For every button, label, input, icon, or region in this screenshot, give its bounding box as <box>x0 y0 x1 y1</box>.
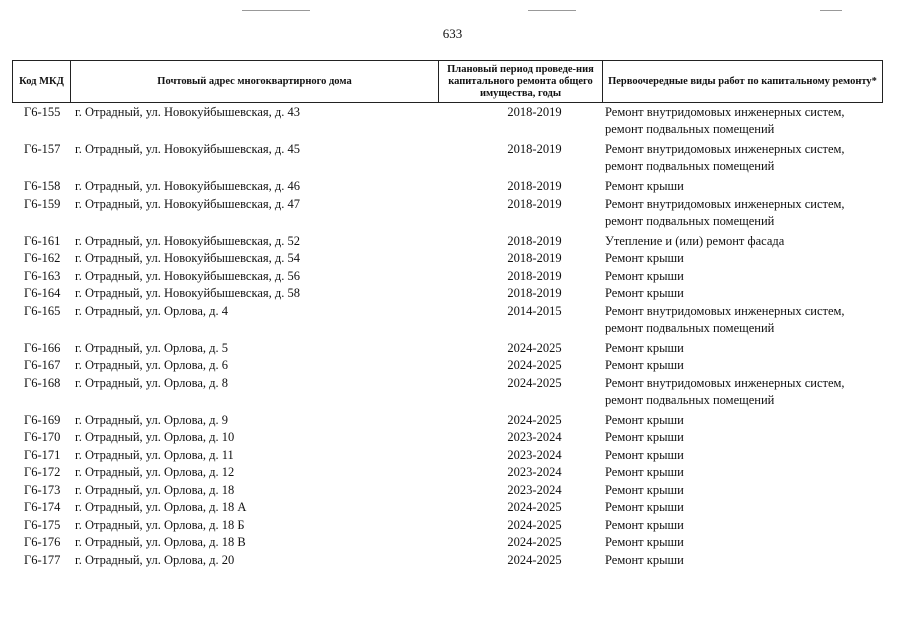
row-period: 2023-2024 <box>507 465 562 479</box>
row-period: 2018-2019 <box>507 286 562 300</box>
table-row <box>12 447 882 465</box>
row-period: 2018-2019 <box>507 142 562 156</box>
header-address: Почтовый адрес многоквартирного дома <box>71 61 439 103</box>
row-address: г. Отрадный, ул. Орлова, д. 18 <box>75 482 235 497</box>
row-works <box>605 104 845 138</box>
table-body <box>12 104 882 569</box>
page-number: 633 <box>442 26 463 41</box>
row-work-line-1: Ремонт крыши <box>605 500 684 514</box>
row-address: г. Отрадный, ул. Орлова, д. 9 <box>75 412 228 427</box>
table-row <box>12 552 882 570</box>
table-row <box>12 464 882 482</box>
row-works <box>605 552 684 569</box>
row-period: 2023-2024 <box>507 430 562 444</box>
row-code: Г6-167 <box>24 358 61 372</box>
row-period: 2024-2025 <box>507 340 562 355</box>
table-row <box>12 482 882 500</box>
row-period: 2018-2019 <box>507 196 562 211</box>
row-address: г. Отрадный, ул. Орлова, д. 10 <box>75 430 235 444</box>
row-works <box>605 196 845 230</box>
row-code: Г6-164 <box>24 286 61 300</box>
row-period: 2023-2024 <box>507 482 562 497</box>
row-work-line-1: Ремонт крыши <box>605 430 684 444</box>
row-works <box>605 357 684 374</box>
row-period: 2024-2025 <box>507 375 562 390</box>
row-work-line-2: ремонт подвальных помещений <box>605 213 775 228</box>
row-works <box>605 268 684 285</box>
table-row <box>12 412 882 430</box>
table-row <box>12 429 882 447</box>
row-period: 2024-2025 <box>507 552 562 567</box>
table-row <box>12 517 882 535</box>
row-work-line-1: Ремонт крыши <box>605 340 684 355</box>
row-code: Г6-159 <box>24 196 61 211</box>
row-address: г. Отрадный, ул. Новокуйбышевская, д. 45 <box>75 142 301 156</box>
row-works <box>605 499 684 516</box>
row-code: Г6-169 <box>24 412 61 427</box>
row-address: г. Отрадный, ул. Новокуйбышевская, д. 47 <box>75 196 301 211</box>
row-work-line-2: ремонт подвальных помещений <box>605 392 775 407</box>
row-address: г. Отрадный, ул. Орлова, д. 18 В <box>75 535 246 549</box>
row-code: Г6-176 <box>24 535 61 549</box>
row-code: Г6-157 <box>24 142 61 156</box>
row-address: г. Отрадный, ул. Орлова, д. 20 <box>75 552 235 567</box>
row-work-line-1: Ремонт крыши <box>605 552 684 567</box>
row-address: г. Отрадный, ул. Орлова, д. 8 <box>75 375 228 390</box>
row-work-line-1: Ремонт внутридомовых инженерных систем, <box>605 142 845 156</box>
table-row <box>12 104 882 141</box>
row-address: г. Отрадный, ул. Новокуйбышевская, д. 58 <box>75 286 301 300</box>
header-code: Код МКД <box>13 61 71 103</box>
row-work-line-1: Ремонт крыши <box>605 412 684 427</box>
row-works <box>605 178 684 195</box>
row-works <box>605 534 684 551</box>
row-code: Г6-168 <box>24 375 61 390</box>
row-period: 2024-2025 <box>507 358 562 372</box>
row-address: г. Отрадный, ул. Орлова, д. 5 <box>75 340 228 355</box>
row-works <box>605 303 845 337</box>
row-code: Г6-166 <box>24 340 61 355</box>
row-code: Г6-170 <box>24 430 61 444</box>
row-works <box>605 141 845 175</box>
row-code: Г6-155 <box>24 105 61 119</box>
row-address: г. Отрадный, ул. Орлова, д. 11 <box>75 447 234 462</box>
row-works <box>605 464 684 481</box>
row-period: 2024-2025 <box>507 535 562 549</box>
row-period: 2024-2025 <box>507 412 562 427</box>
row-address: г. Отрадный, ул. Орлова, д. 18 Б <box>75 517 245 532</box>
row-works <box>605 447 684 464</box>
row-work-line-1: Ремонт крыши <box>605 251 684 265</box>
row-period: 2014-2015 <box>507 303 562 318</box>
row-code: Г6-158 <box>24 179 61 193</box>
row-works <box>605 340 684 357</box>
row-code: Г6-165 <box>24 303 61 318</box>
table-row <box>12 340 882 358</box>
header-period: Плановый период проведе-ния капитального ремонта общего имущества, годы <box>439 61 603 103</box>
row-work-line-2: ремонт подвальных помещений <box>605 320 775 335</box>
row-code: Г6-163 <box>24 268 61 283</box>
row-period: 2018-2019 <box>507 233 562 248</box>
row-period: 2018-2019 <box>507 179 562 193</box>
row-code: Г6-172 <box>24 465 61 479</box>
row-period: 2018-2019 <box>507 251 562 265</box>
row-address: г. Отрадный, ул. Орлова, д. 12 <box>75 465 235 479</box>
row-address: г. Отрадный, ул. Новокуйбышевская, д. 52 <box>75 233 301 248</box>
table-row <box>12 499 882 517</box>
row-code: Г6-174 <box>24 500 61 514</box>
row-code: Г6-175 <box>24 517 61 532</box>
row-works <box>605 412 684 429</box>
row-work-line-1: Ремонт внутридомовых инженерных систем, <box>605 196 845 211</box>
table-row <box>12 250 882 268</box>
row-address: г. Отрадный, ул. Орлова, д. 4 <box>75 303 228 318</box>
row-address: г. Отрадный, ул. Новокуйбышевская, д. 46 <box>75 179 301 193</box>
row-work-line-1: Ремонт крыши <box>605 286 684 300</box>
table-row <box>12 534 882 552</box>
row-period: 2024-2025 <box>507 517 562 532</box>
row-work-line-1: Ремонт крыши <box>605 517 684 532</box>
table-row <box>12 375 882 412</box>
row-code: Г6-171 <box>24 447 61 462</box>
table-row <box>12 141 882 178</box>
row-works <box>605 250 684 267</box>
row-work-line-1: Ремонт внутридомовых инженерных систем, <box>605 375 845 390</box>
row-period: 2018-2019 <box>507 105 562 119</box>
row-work-line-1: Ремонт крыши <box>605 535 684 549</box>
row-work-line-1: Ремонт внутридомовых инженерных систем, <box>605 105 845 119</box>
row-works <box>605 517 684 534</box>
row-work-line-1: Ремонт крыши <box>605 447 684 462</box>
table-row <box>12 233 882 251</box>
row-work-line-1: Ремонт крыши <box>605 482 684 497</box>
table-row <box>12 357 882 375</box>
table-row <box>12 268 882 286</box>
row-work-line-2: ремонт подвальных помещений <box>605 159 775 173</box>
row-works <box>605 429 684 446</box>
table-row <box>12 303 882 340</box>
row-address: г. Отрадный, ул. Новокуйбышевская, д. 56 <box>75 268 301 283</box>
row-work-line-1: Ремонт крыши <box>605 179 684 193</box>
row-work-line-1: Ремонт внутридомовых инженерных систем, <box>605 303 845 318</box>
row-works <box>605 482 684 499</box>
header-works: Первоочередные виды работ по капитальному ремонту* <box>603 61 883 103</box>
table-header <box>12 60 883 103</box>
row-work-line-1: Утепление и (или) ремонт фасада <box>605 233 785 248</box>
scan-mark <box>242 10 310 11</box>
row-period: 2024-2025 <box>507 500 562 514</box>
row-code: Г6-162 <box>24 251 61 265</box>
row-address: г. Отрадный, ул. Орлова, д. 6 <box>75 358 228 372</box>
row-work-line-1: Ремонт крыши <box>605 268 684 283</box>
scan-mark <box>528 10 576 11</box>
row-address: г. Отрадный, ул. Орлова, д. 18 А <box>75 500 247 514</box>
table-row <box>12 178 882 196</box>
row-period: 2023-2024 <box>507 447 562 462</box>
row-works <box>605 233 784 250</box>
row-code: Г6-161 <box>24 233 61 248</box>
row-work-line-1: Ремонт крыши <box>605 465 684 479</box>
row-works <box>605 285 684 302</box>
row-work-line-1: Ремонт крыши <box>605 358 684 372</box>
row-period: 2018-2019 <box>507 268 562 283</box>
row-address: г. Отрадный, ул. Новокуйбышевская, д. 43 <box>75 105 301 119</box>
table-row <box>12 196 882 233</box>
row-works <box>605 375 845 409</box>
row-work-line-2: ремонт подвальных помещений <box>605 122 775 136</box>
scan-mark <box>820 10 842 11</box>
row-code: Г6-177 <box>24 552 61 567</box>
row-address: г. Отрадный, ул. Новокуйбышевская, д. 54 <box>75 251 301 265</box>
table-row <box>12 285 882 303</box>
row-code: Г6-173 <box>24 482 61 497</box>
